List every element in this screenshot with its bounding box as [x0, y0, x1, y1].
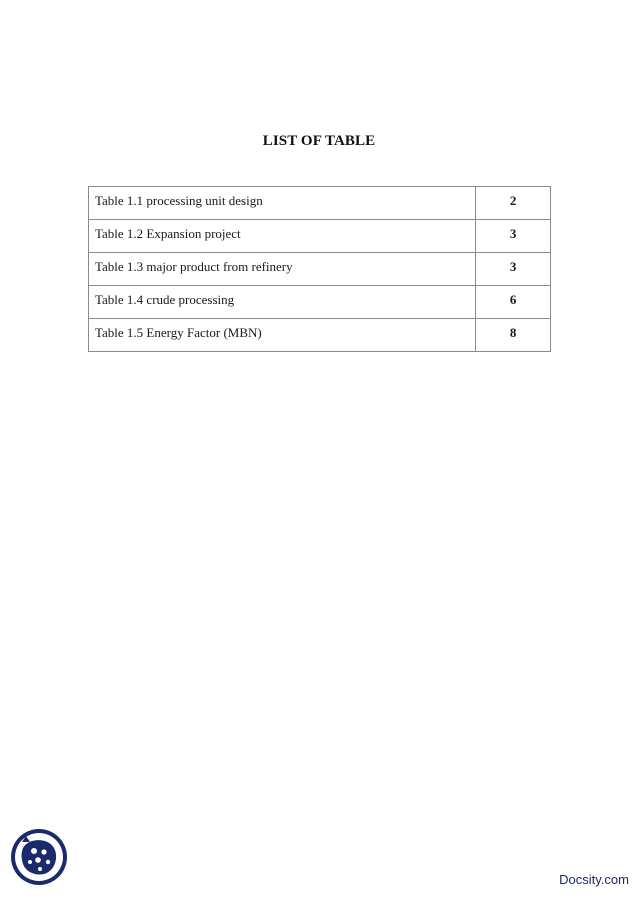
toc-entry-page: 8 [476, 319, 551, 352]
table-row [89, 286, 551, 319]
toc-entry-label: Table 1.5 Energy Factor (MBN) [89, 319, 476, 352]
list-of-tables [88, 186, 551, 352]
toc-entry-label: Table 1.2 Expansion project [89, 220, 476, 253]
toc-entry-label: Table 1.3 major product from refinery [89, 253, 476, 286]
table-row [89, 319, 551, 352]
table-row [89, 220, 551, 253]
toc-entry-page: 3 [476, 220, 551, 253]
toc-entry-page: 2 [476, 187, 551, 220]
page-title: LIST OF TABLE [262, 133, 376, 149]
toc-entry-label: Table 1.4 crude processing [89, 286, 476, 319]
table-row [89, 187, 551, 220]
docsity-logo-icon[interactable] [10, 828, 68, 886]
toc-entry-page: 3 [476, 253, 551, 286]
toc-entry-label: Table 1.1 processing unit design [89, 187, 476, 220]
toc-entry-page: 6 [476, 286, 551, 319]
docsity-brand-link[interactable]: Docsity.com [559, 872, 629, 887]
table-row [89, 253, 551, 286]
